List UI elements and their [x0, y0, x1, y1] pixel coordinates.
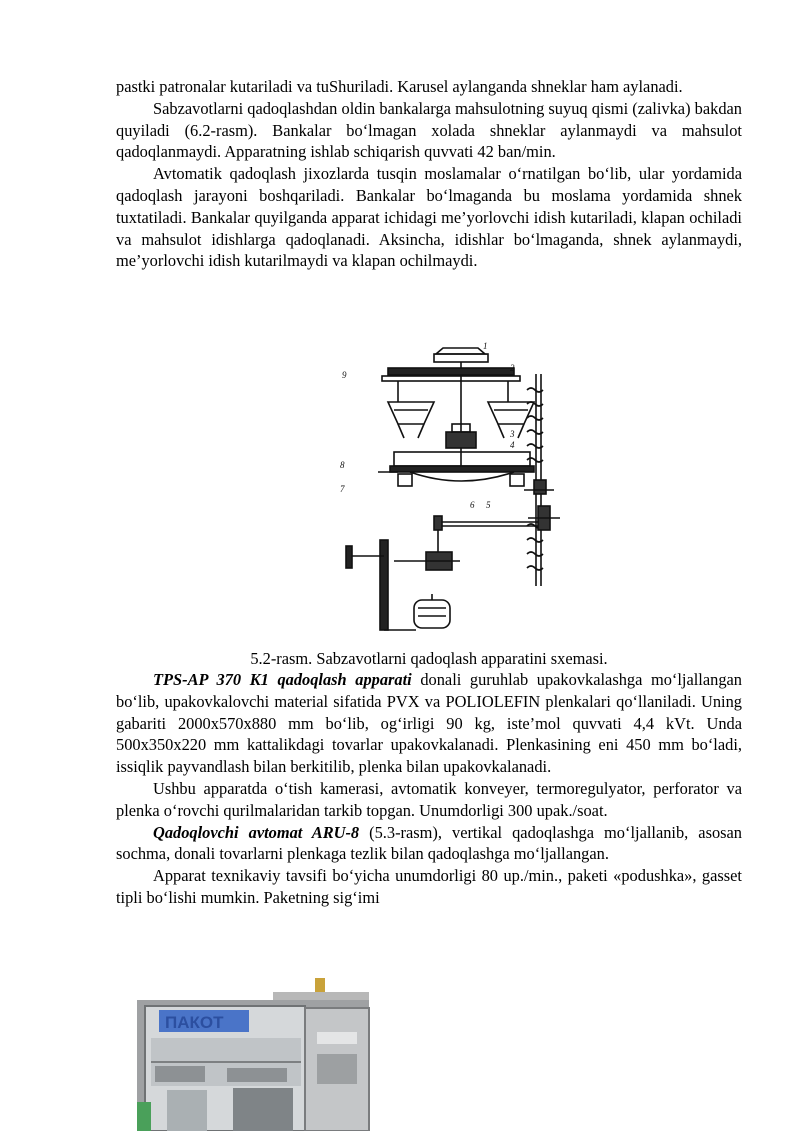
text-block-top: [116, 76, 742, 272]
figure-caption: 5.2-rasm. Sabzavotlarni qadoqlash apparatini sxemasi.: [250, 649, 608, 668]
paragraph-6: [116, 822, 742, 866]
aru8-machine-photo: [137, 972, 373, 1131]
paragraph-5: Ushbu apparatda o‘tish kamerasi, avtomatik konveyer, termoregulyator, perforator va plenka o‘rovchi qurilmalaridan tarkib topgan. Unumdorligi 300 upak./soat.: [116, 778, 742, 820]
paragraph-4-body: donali guruhlab upakovkalashga mo‘ljallangan bo‘lib, upakovkalovchi material sifatida PVX va POLIOLEFIN plenkalari qo‘llaniladi. Uning gabariti 2000x570x880 mm bo‘lib, og‘irligi 90 kg, iste’mol quvvati 4,4 kVt. Unda 500x350x220 mm kattalikdagi tovarlar upakovkalanadi. Plenkasining eni 450 mm bo‘ladi, issiqlik payvandlash bilan berkitilib, plenka bilan upakovkalanadi.: [116, 670, 742, 777]
text-block-bottom: [116, 669, 742, 909]
figure-label-9: 9: [342, 370, 347, 380]
paragraph-4: [116, 669, 742, 778]
figure-label-7: 7: [340, 484, 345, 494]
figure-label-2: 2: [510, 363, 515, 373]
figure-label-4: 4: [510, 440, 515, 450]
figure-label-3: 3: [510, 429, 515, 439]
paragraph-2: Sabzavotlarni qadoqlashdan oldin bankalarga mahsulotning suyuq qismi (zalivka) bakdan quyiladi (6.2-rasm). Bankalar bo‘lmagan xolada shneklar aylanmaydi va mahsulot qadoqlanmaydi. Apparatning ishlab schiqarish quvvati 42 ban/min.: [116, 98, 742, 162]
figure-label-5: 5: [486, 500, 491, 510]
paragraph-7: Apparat texnikaviy tavsifi bo‘yicha unumdorligi 80 up./min., paketi «podushka», gasset tipli bo‘lishi mumkin. Paketning sig‘imi: [116, 866, 742, 907]
paragraph-4-title: TPS-AP 370 K1 qadoqlash apparati: [153, 670, 412, 689]
figure-label-8: 8: [340, 460, 345, 470]
paragraph-6-title: Qadoqlovchi avtomat ARU-8: [153, 822, 360, 842]
figure-label-1: 1: [483, 341, 488, 351]
figure-label-6: 6: [470, 500, 475, 510]
paragraph-1: pastki patronalar kutariladi va tuShuriladi. Karusel aylanganda shneklar ham aylanadi.: [116, 77, 683, 96]
machine-brand-label: ПАКОТ: [165, 1013, 224, 1032]
paragraph-3: Avtomatik qadoqlash jixozlarda tusqin moslamalar o‘rnatilgan bo‘lib, ular yordamida qadoqlash jarayoni boshqariladi. Bankalar bo‘lmaganda bu moslama yordamida shnek tuxtatiladi. Bankalar quyilganda apparat ichidagi me’yorlovchi idish kutariladi, klapan ochiladi va mahsulot idishlarga qadoqlanadi. Aksincha, idishlar bo‘lmaganda, shnek aylanmaydi, me’yorlovchi idish kutarilmaydi va klapan ochilmaydi.: [116, 164, 742, 271]
paragraph-6-body: (5.3-rasm), vertikal qadoqlashga mo‘ljallanib, asosan sochma, donali tovarlarni plenkaga tezlik bilan qadoqlashga mo‘ljallangan.: [116, 822, 742, 864]
packaging-apparatus-schematic: [338, 340, 570, 638]
